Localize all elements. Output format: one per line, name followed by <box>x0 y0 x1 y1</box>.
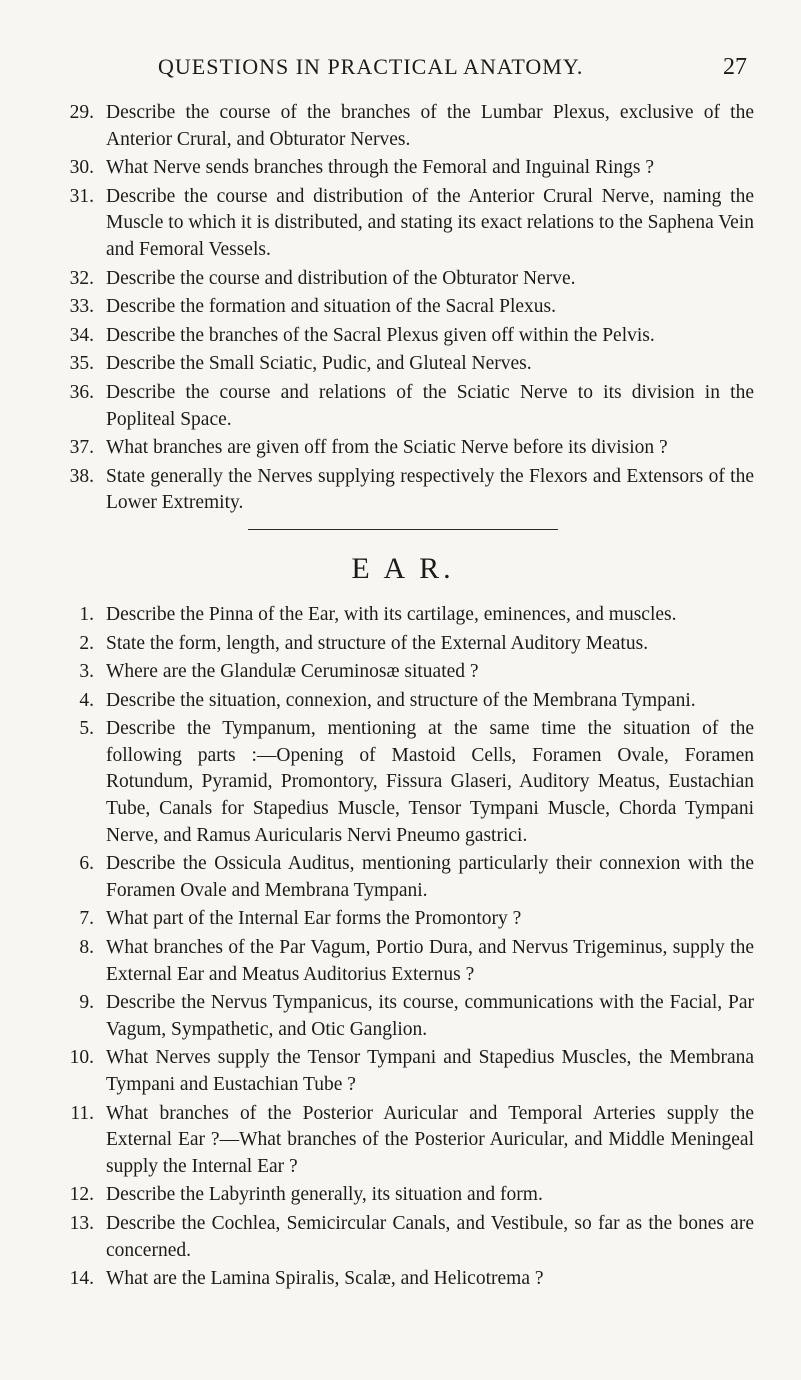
question-text: Describe the course and distribution of the Obturator Nerve. <box>106 267 576 289</box>
question-text: Describe the Pinna of the Ear, with its cartilage, eminences, and muscles. <box>106 603 677 625</box>
ear-question-item-8 <box>52 935 754 988</box>
question-text: Describe the course of the branches of the Lumbar Plexus, exclusive of the Anterior Crural, and Obturator Nerves. <box>106 102 754 150</box>
ear-question-item-9 <box>52 990 754 1043</box>
question-text: Describe the situation, connexion, and structure of the Membrana Tympani. <box>106 689 696 711</box>
question-number: 30. <box>69 157 94 179</box>
question-number: 29. <box>69 102 94 123</box>
question-number: 13. <box>69 1212 94 1234</box>
question-item-38 <box>52 464 754 517</box>
question-text: Describe the Ossicula Auditus, mentioning particularly their connexion with the Foramen Ovale and Membrana Tympani. <box>106 853 754 901</box>
ear-question-item-6 <box>52 851 754 904</box>
question-item-33 <box>52 294 754 321</box>
ear-question-item-11 <box>52 1101 754 1181</box>
question-text: State generally the Nerves supplying respectively the Flexors and Extensors of the Lower Extremity. <box>106 465 754 514</box>
question-text: Describe the Cochlea, Semicircular Canals, and Vestibule, so far as the bones are concerned. <box>106 1212 754 1261</box>
ear-question-item-4 <box>52 688 754 715</box>
page-body <box>52 100 754 1295</box>
question-item-29 <box>52 100 754 153</box>
question-text: What Nerve sends branches through the Femoral and Inguinal Rings ? <box>106 157 655 179</box>
question-item-35 <box>52 351 754 378</box>
question-text: What are the Lamina Spiralis, Scalæ, and Helicotrema ? <box>106 1268 544 1290</box>
question-text: What branches of the Posterior Auricular and Temporal Arteries supply the External Ear ?—What branches of the Posterior Auricular, and Middle Meningeal supply the Internal Ear ? <box>106 1102 754 1177</box>
question-number: 1. <box>79 603 94 625</box>
question-number: 36. <box>69 381 94 403</box>
section-divider-rule <box>248 529 558 530</box>
ear-question-item-10 <box>52 1045 754 1098</box>
ear-question-item-5 <box>52 716 754 849</box>
question-item-31 <box>52 184 754 264</box>
question-number: 33. <box>69 296 94 318</box>
nerve-questions-list <box>52 100 754 517</box>
question-number: 14. <box>69 1268 94 1290</box>
question-text: Describe the Nervus Tympanicus, its course, communications with the Facial, Par Vagum, Sympathetic, and Otic Ganglion. <box>106 992 754 1040</box>
question-number: 12. <box>69 1184 94 1206</box>
running-title: QUESTIONS IN PRACTICAL ANATOMY. <box>158 54 584 79</box>
question-number: 4. <box>79 689 94 711</box>
question-text: Describe the Small Sciatic, Pudic, and Gluteal Nerves. <box>106 353 532 375</box>
question-text: What Nerves supply the Tensor Tympani and Stapedius Muscles, the Membrana Tympani and Eustachian Tube ? <box>106 1047 754 1095</box>
ear-question-item-3 <box>52 659 754 686</box>
question-number: 35. <box>69 353 94 375</box>
question-text: What part of the Internal Ear forms the Promontory ? <box>106 908 522 930</box>
question-text: Describe the Labyrinth generally, its situation and form. <box>106 1184 543 1206</box>
question-number: 6. <box>79 853 94 875</box>
question-text: Describe the branches of the Sacral Plexus given off within the Pelvis. <box>106 324 655 346</box>
question-text: State the form, length, and structure of the External Auditory Meatus. <box>106 632 649 654</box>
question-text: Describe the course and relations of the Sciatic Nerve to its division in the Popliteal Space. <box>106 381 754 430</box>
question-number: 5. <box>79 718 94 740</box>
question-item-30 <box>52 155 754 182</box>
ear-question-item-2 <box>52 631 754 658</box>
question-text: What branches are given off from the Sciatic Nerve before its division ? <box>106 437 668 459</box>
question-text: Where are the Glandulæ Ceruminosæ situated ? <box>106 661 479 683</box>
ear-questions-list <box>52 602 754 1293</box>
ear-question-item-14 <box>52 1266 754 1293</box>
ear-question-item-1 <box>52 602 754 629</box>
ear-question-item-7 <box>52 906 754 933</box>
question-number: 10. <box>69 1047 94 1069</box>
question-number: 31. <box>69 185 94 207</box>
question-number: 8. <box>79 937 94 959</box>
page-number: 27 <box>723 54 747 80</box>
question-text: What branches of the Par Vagum, Portio Dura, and Nervus Trigeminus, supply the External Ear and Meatus Auditorius Externus ? <box>106 937 754 985</box>
question-number: 37. <box>69 437 94 459</box>
question-number: 32. <box>69 267 94 289</box>
question-number: 11. <box>70 1102 94 1124</box>
question-item-37 <box>52 435 754 462</box>
ear-question-item-12 <box>52 1182 754 1209</box>
question-number: 38. <box>69 465 94 487</box>
question-number: 2. <box>79 632 94 654</box>
question-item-34 <box>52 323 754 350</box>
section-heading-ear: E A R. <box>351 551 455 585</box>
running-head <box>0 54 801 84</box>
question-number: 9. <box>79 992 94 1014</box>
question-text: Describe the Tympanum, mentioning at the same time the situation of the following parts :—Opening of Mastoid Cells, Foramen Ovale, Foramen Rotundum, Pyramid, Promontory, Fissura Glaseri, Auditory Meatus, Eustachian Tube, Canals for Stapedius Muscle, Tensor Tympani Muscle, Chorda Tympani Nerve, and Ramus Auricularis Nervi Pneumo gastrici. <box>106 718 754 846</box>
question-text: Describe the course and distribution of the Anterior Crural Nerve, naming the Muscle to which it is distributed, and stating its exact relations to the Saphena Vein and Femoral Vessels. <box>106 185 754 260</box>
question-number: 34. <box>69 324 94 346</box>
ear-question-item-13 <box>52 1211 754 1264</box>
question-text: Describe the formation and situation of the Sacral Plexus. <box>106 296 557 318</box>
question-number: 7. <box>79 908 94 930</box>
question-item-36 <box>52 380 754 433</box>
question-item-32 <box>52 266 754 293</box>
question-number: 3. <box>79 661 94 683</box>
